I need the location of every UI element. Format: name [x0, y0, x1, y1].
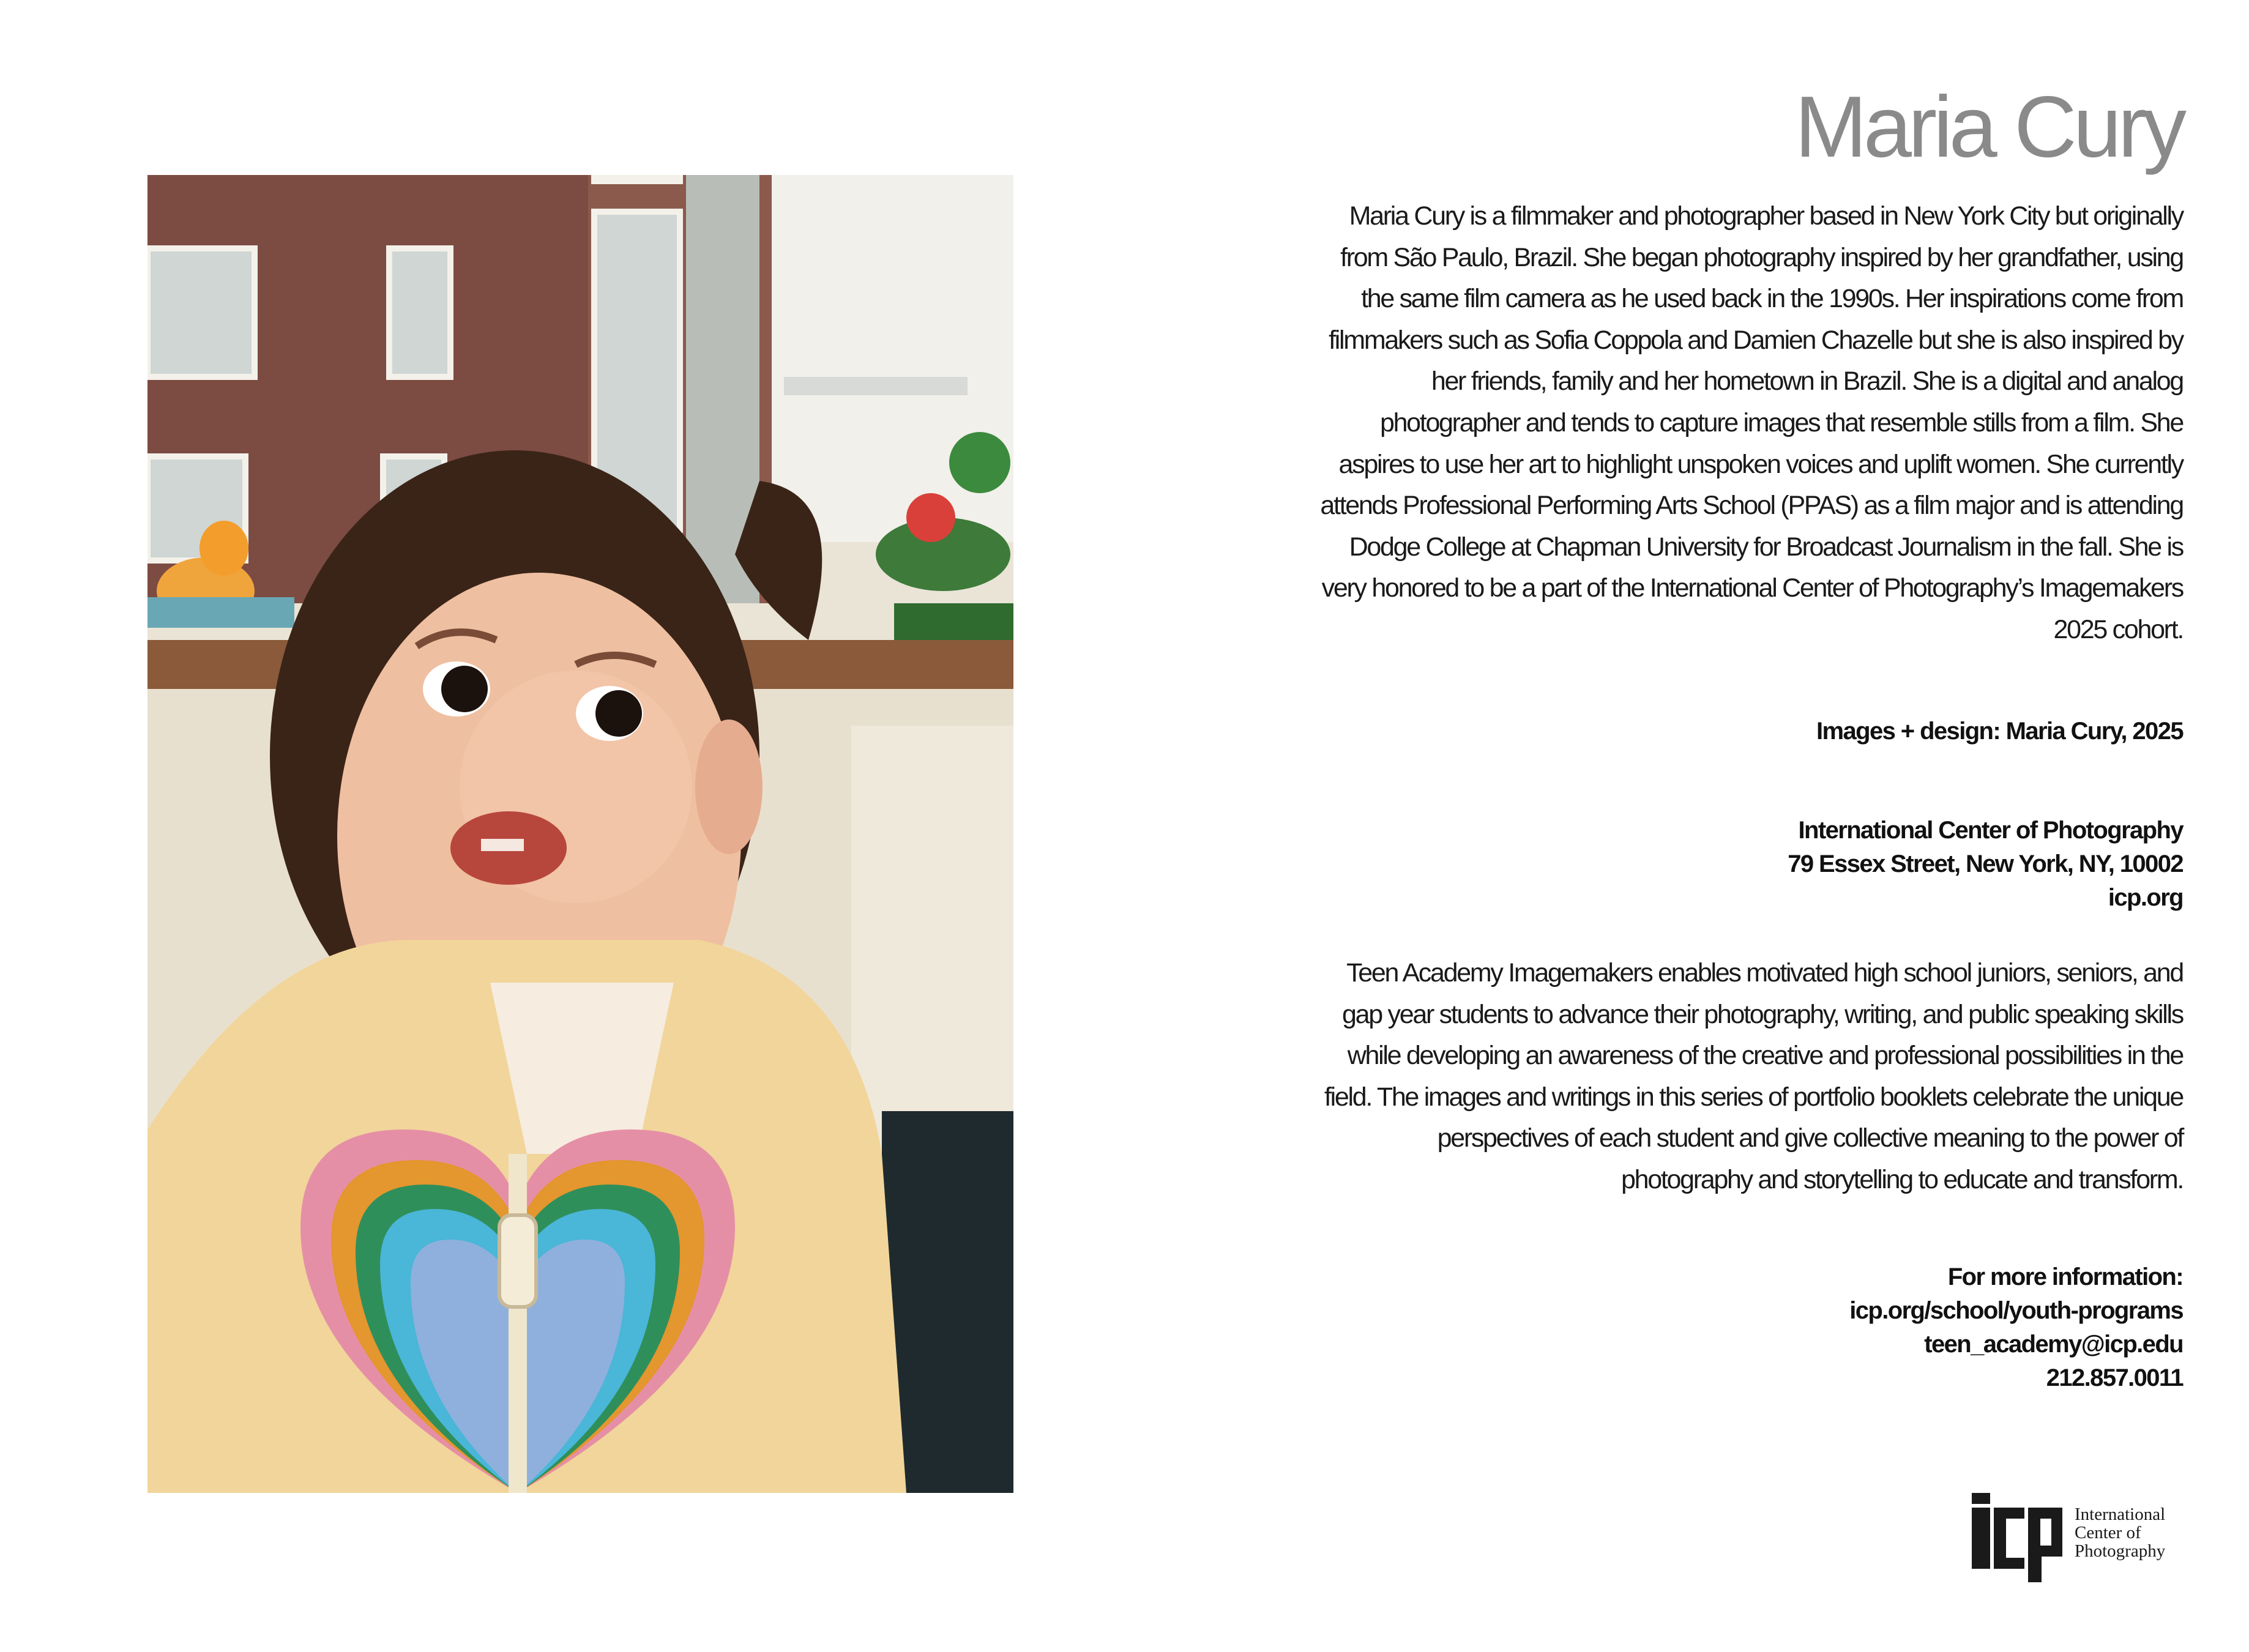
icp-logo — [1972, 1492, 2183, 1583]
portrait-photo — [147, 175, 1013, 1493]
artist-bio: Maria Cury is a filmmaker and photographer based in New York City but originally from São Paulo, Brazil. She began photography inspired by her grandfather, using the same film camera as he used back in the 1990s. Her inspirations come from filmmakers such as Sofia Coppola and Damien Chazelle but she is also inspired by her friends, family and her hometown in Brazil. She is a digital and analog photographer and tends to capture images that resemble stills from a film. She aspires to use her art to highlight unspoken voices and uplift women. She currently attends Professional Performing Arts School (PPAS) as a film major and is attending Dodge College at Chapman University for Broadcast Journalism in the fall. She is very honored to be a part of the International Center of Photography’s Imagemakers 2025 cohort. — [1320, 201, 2183, 644]
email-link[interactable]: teen_academy@icp.edu — [1924, 1331, 2183, 1358]
logo-line-1: International — [2075, 1505, 2166, 1524]
program-description: Teen Academy Imagemakers enables motivated high school juniors, seniors, and gap year students to advance their photography, writing, and public speaking skills while developing an awareness of the creative and professional possibilities in the field. The images and writings in this series of portfolio booklets celebrate the unique perspectives of each student and give collective meaning to the power of photography and storytelling to educate and transform. — [1324, 958, 2183, 1194]
logo-line-3: Photography — [2075, 1541, 2166, 1561]
contact-block — [1308, 1260, 2183, 1395]
image-credit: Images + design: Maria Cury, 2025 — [1816, 718, 2183, 745]
programs-url-link[interactable]: icp.org/school/youth-programs — [1849, 1297, 2183, 1324]
street-address: 79 Essex Street, New York, NY, 10002 — [1788, 850, 2183, 877]
org-website-link[interactable]: icp.org — [2108, 884, 2183, 911]
page-title: Maria Cury — [1794, 78, 2183, 176]
icp-logo-mark — [1972, 1492, 2062, 1582]
contact-heading: For more information: — [1947, 1263, 2183, 1290]
phone-number: 212.857.0011 — [2046, 1364, 2183, 1391]
logo-wordmark — [2075, 1505, 2165, 1560]
org-name: International Center of Photography — [1798, 817, 2183, 844]
address-block — [1308, 814, 2183, 915]
logo-line-2: Center of — [2075, 1523, 2141, 1542]
